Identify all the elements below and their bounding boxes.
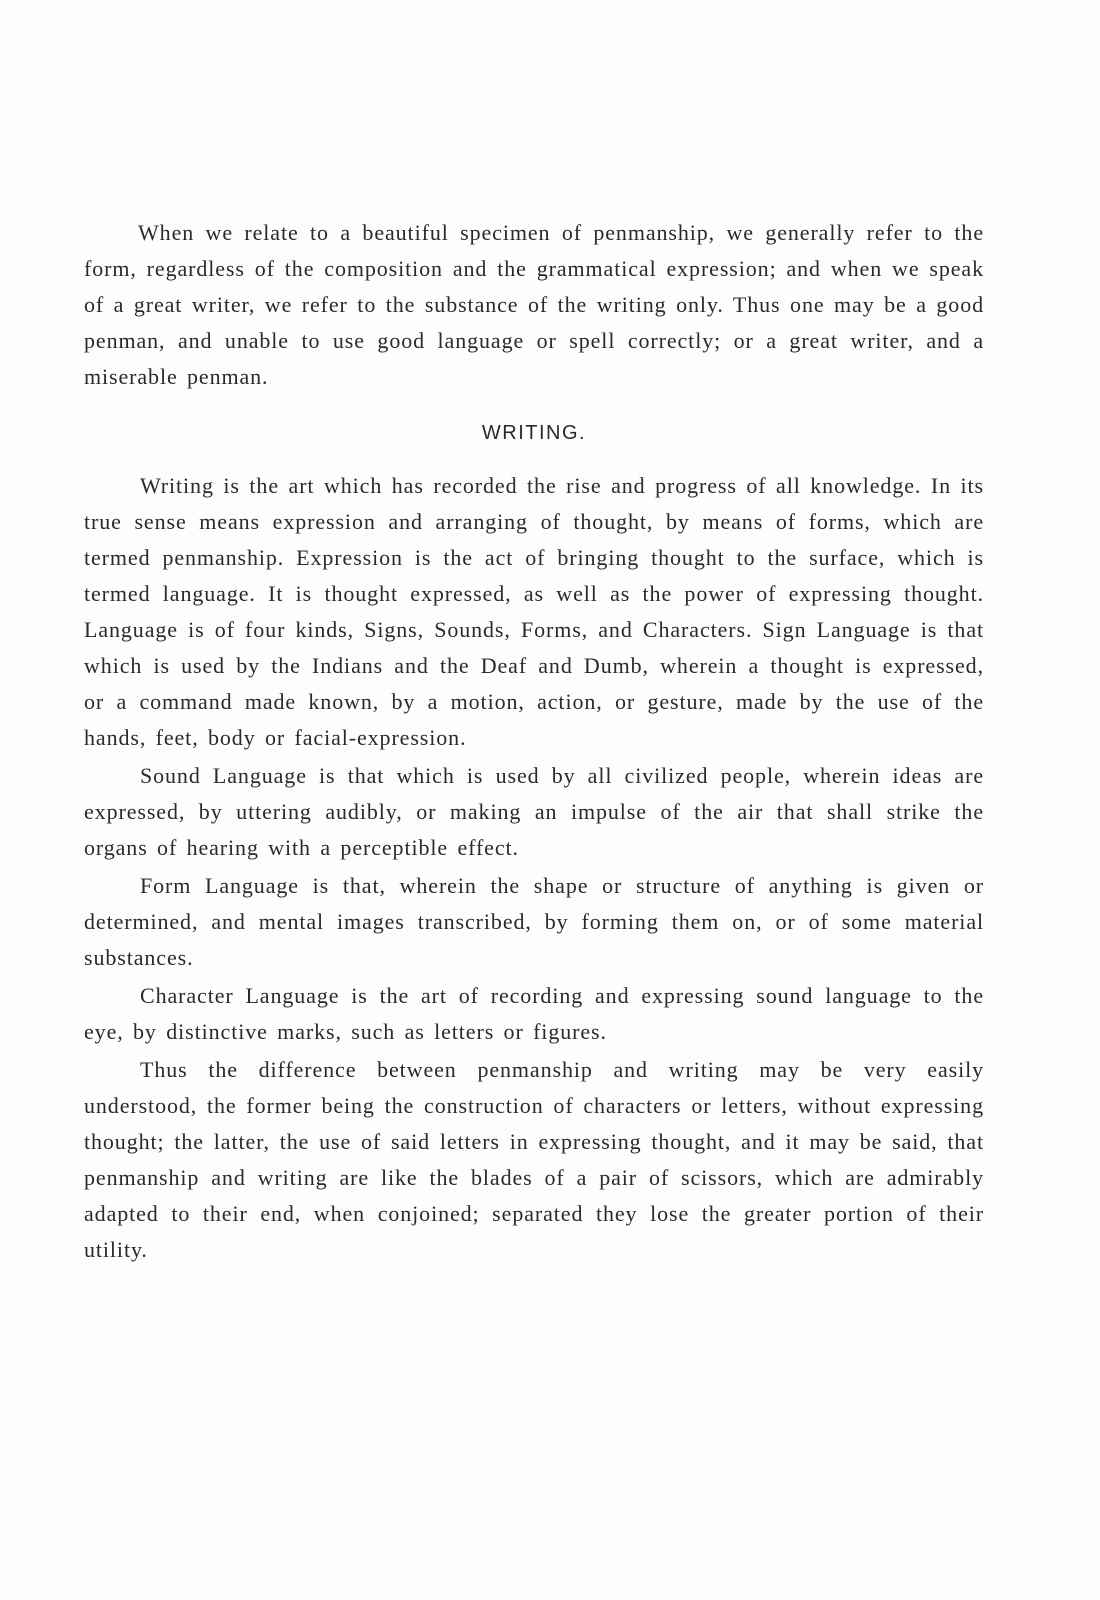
paragraph-character-language: Character Language is the art of recording and expressing sound language to the eye, by distinctive marks, such as letters or figures. [84,983,984,1044]
intro-paragraph: When we relate to a beautiful specimen of penmanship, we generally refer to the form, regardless of the composition and the grammatical expression; and when we speak of a great writer, we refer to the substance of the writing only. Thus one may be a good penman, and unable to use good language or spell correctly; or a great writer, and a miserable penman. [84,220,984,389]
section-heading: WRITING. [481,422,587,444]
writing-section [84,468,984,1270]
paragraph-form-language: Form Language is that, wherein the shape or structure of anything is given or determined, and mental images transcribed, by forming them on, or of some material substances. [84,873,984,970]
paragraph-sound-language: Sound Language is that which is used by all civilized people, wherein ideas are expressed, by uttering audibly, or making an impulse of the air that shall strike the organs of hearing with a perceptible effect. [84,763,984,860]
paragraph-writing-definition: Writing is the art which has recorded the rise and progress of all knowledge. In its true sense means expression and arranging of thought, by means of forms, which are termed penmanship. Expression is the act of bringing thought to the surface, which is termed language. It is thought expressed, as well as the power of expressing thought. Language is of four kinds, Signs, Sounds, Forms, and Characters. Sign Language is that which is used by the Indians and the Deaf and Dumb, wherein a thought is expressed, or a command made known, by a motion, action, or gesture, made by the use of the hands, feet, body or facial-expression. [84,473,984,750]
paragraph-conclusion: Thus the difference between penmanship and writing may be very easily understood, the former being the construction of characters or letters, without expressing thought; the latter, the use of said letters in expressing thought, and it may be said, that penmanship and writing are like the blades of a pair of scissors, which are admirably adapted to their end, when conjoined; separated they lose the greater portion of their utility. [84,1057,984,1262]
intro-section [84,215,984,395]
